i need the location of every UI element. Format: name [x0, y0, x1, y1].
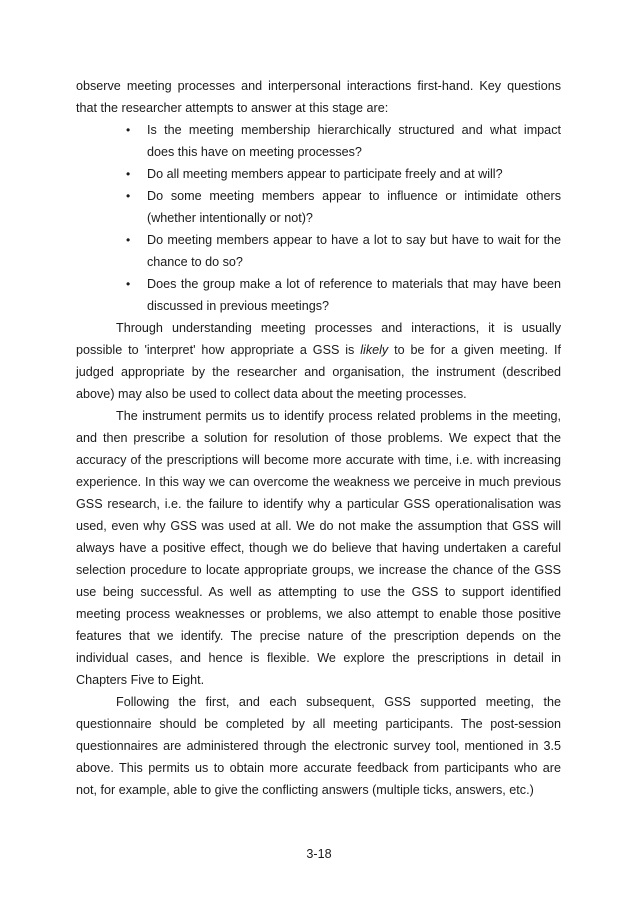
- question-text: Do some meeting members appear to influence or intimidate others (whether intentionally or not)?: [147, 189, 561, 225]
- body-text: [76, 75, 561, 801]
- question-item: [126, 229, 561, 273]
- question-item: [126, 273, 561, 317]
- intro-paragraph: observe meeting processes and interpersonal interactions first-hand. Key questions that the researcher attempts to answer at this stage are:: [76, 79, 561, 115]
- question-text: Do all meeting members appear to participate freely and at will?: [147, 167, 503, 181]
- bullet-icon: •: [126, 233, 131, 247]
- interpretation-paragraph: [76, 317, 561, 405]
- interpretation-text-start: Through understanding meeting processes and interactions, it is usually possible to 'interpret' how appropriate a GSS is: [76, 321, 561, 357]
- questionnaire-paragraph: Following the first, and each subsequent, GSS supported meeting, the questionnaire should be completed by all meeting participants. The post-session questionnaires are administered through the electronic survey tool, mentioned in 3.5 above. This permits us to obtain more accurate feedback from participants who are not, for example, able to give the conflicting answers (multiple ticks, answers, etc.): [76, 695, 561, 797]
- bullet-icon: •: [126, 167, 131, 181]
- question-item: [126, 185, 561, 229]
- bullet-icon: •: [126, 277, 131, 291]
- bullet-icon: •: [126, 189, 131, 203]
- emphasis-likely: likely: [360, 343, 389, 357]
- instrument-paragraph: The instrument permits us to identify process related problems in the meeting, and then prescribe a solution for resolution of those problems. We expect that the accuracy of the prescriptions will become more accurate with time, i.e. with increasing experience. In this way we can overcome the weakness we perceive in much previous GSS research, i.e. the failure to identify why a particular GSS operationalisation was used, even why GSS was used at all. We do not make the assumption that GSS will always have a positive effect, though we do believe that having undertaken a careful selection procedure to locate appropriate groups, we increase the chance of the GSS use being successful. As well as attempting to use the GSS to support identified meeting process weaknesses or problems, we also attempt to enable those positive features that we identify. The precise nature of the prescription depends on the individual cases, and hence is flexible. We explore the prescriptions in detail in Chapters Five to Eight.: [76, 409, 561, 687]
- question-text: Is the meeting membership hierarchically structured and what impact does this have on meeting processes?: [147, 123, 561, 159]
- page-number: 3-18: [306, 847, 332, 861]
- interpretation-text-end: to be for a given meeting. If judged appropriate by the researcher and organisation, the instrument (described above) may also be used to collect data about the meeting processes.: [76, 343, 561, 401]
- question-item: [126, 119, 561, 163]
- question-item: [126, 163, 561, 185]
- question-text: Does the group make a lot of reference to materials that may have been discussed in previous meetings?: [147, 277, 561, 313]
- question-list: [76, 119, 561, 317]
- question-text: Do meeting members appear to have a lot to say but have to wait for the chance to do so?: [147, 233, 561, 269]
- bullet-icon: •: [126, 123, 131, 137]
